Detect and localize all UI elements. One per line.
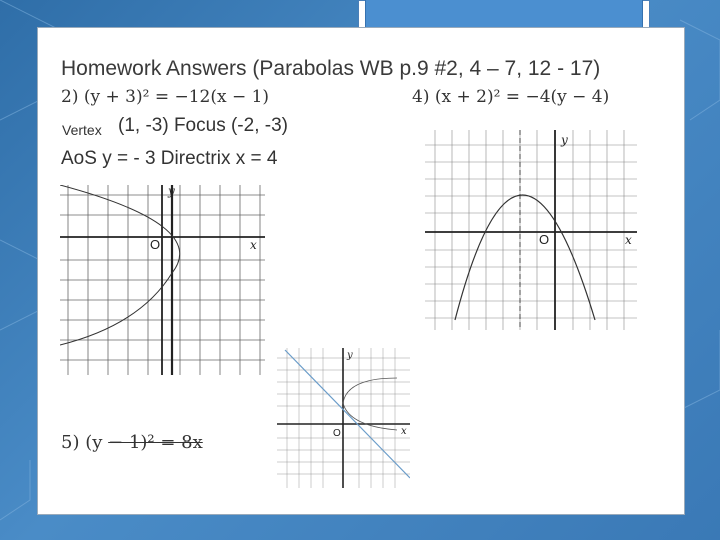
graph-4-y-label: y: [561, 133, 568, 147]
graph-2-origin-label: O: [150, 237, 161, 252]
problem-5-formula-start: (y: [85, 432, 109, 453]
problem-2-number: 2): [61, 87, 79, 107]
graph-4-origin-label: O: [539, 232, 550, 247]
problem-5-formula-struck: − 1)² = 8x: [108, 432, 203, 453]
problem-5-number: 5): [61, 432, 80, 453]
graph-5-origin-label: O: [333, 428, 341, 439]
graph-2-y-label: y: [168, 185, 175, 198]
graph-5-x-label: x: [401, 426, 407, 437]
problem-4-number: 4): [412, 87, 430, 107]
graph-5-parabola: [343, 378, 397, 430]
problem-2-equation: [61, 87, 269, 107]
graph-problem-2: [60, 185, 265, 380]
graph-problem-5: [277, 348, 410, 488]
axis-directrix-answer: AoS y = - 3 Directrix x = 4: [61, 148, 278, 169]
problem-2-formula: (y + 3)² = −12(x − 1): [83, 87, 270, 107]
graph-5-diagonal-line: [285, 350, 410, 478]
graph-4-grid: [425, 130, 637, 330]
graph-4-x-label: x: [625, 233, 632, 247]
vertex-focus-answer: (1, -3) Focus (-2, -3): [118, 115, 288, 136]
slide-title: Homework Answers (Parabolas WB p.9 #2, 4 – 7, 12 - 17): [61, 57, 601, 80]
graph-problem-4: [425, 130, 637, 330]
problem-5-equation: [61, 432, 203, 453]
problem-4-equation: [412, 87, 609, 107]
vertex-label: Vertex: [62, 122, 102, 138]
graph-2-x-label: x: [250, 238, 257, 252]
graph-5-y-label: y: [347, 350, 353, 361]
problem-4-formula: (x + 2)² = −4(y − 4): [434, 87, 610, 107]
